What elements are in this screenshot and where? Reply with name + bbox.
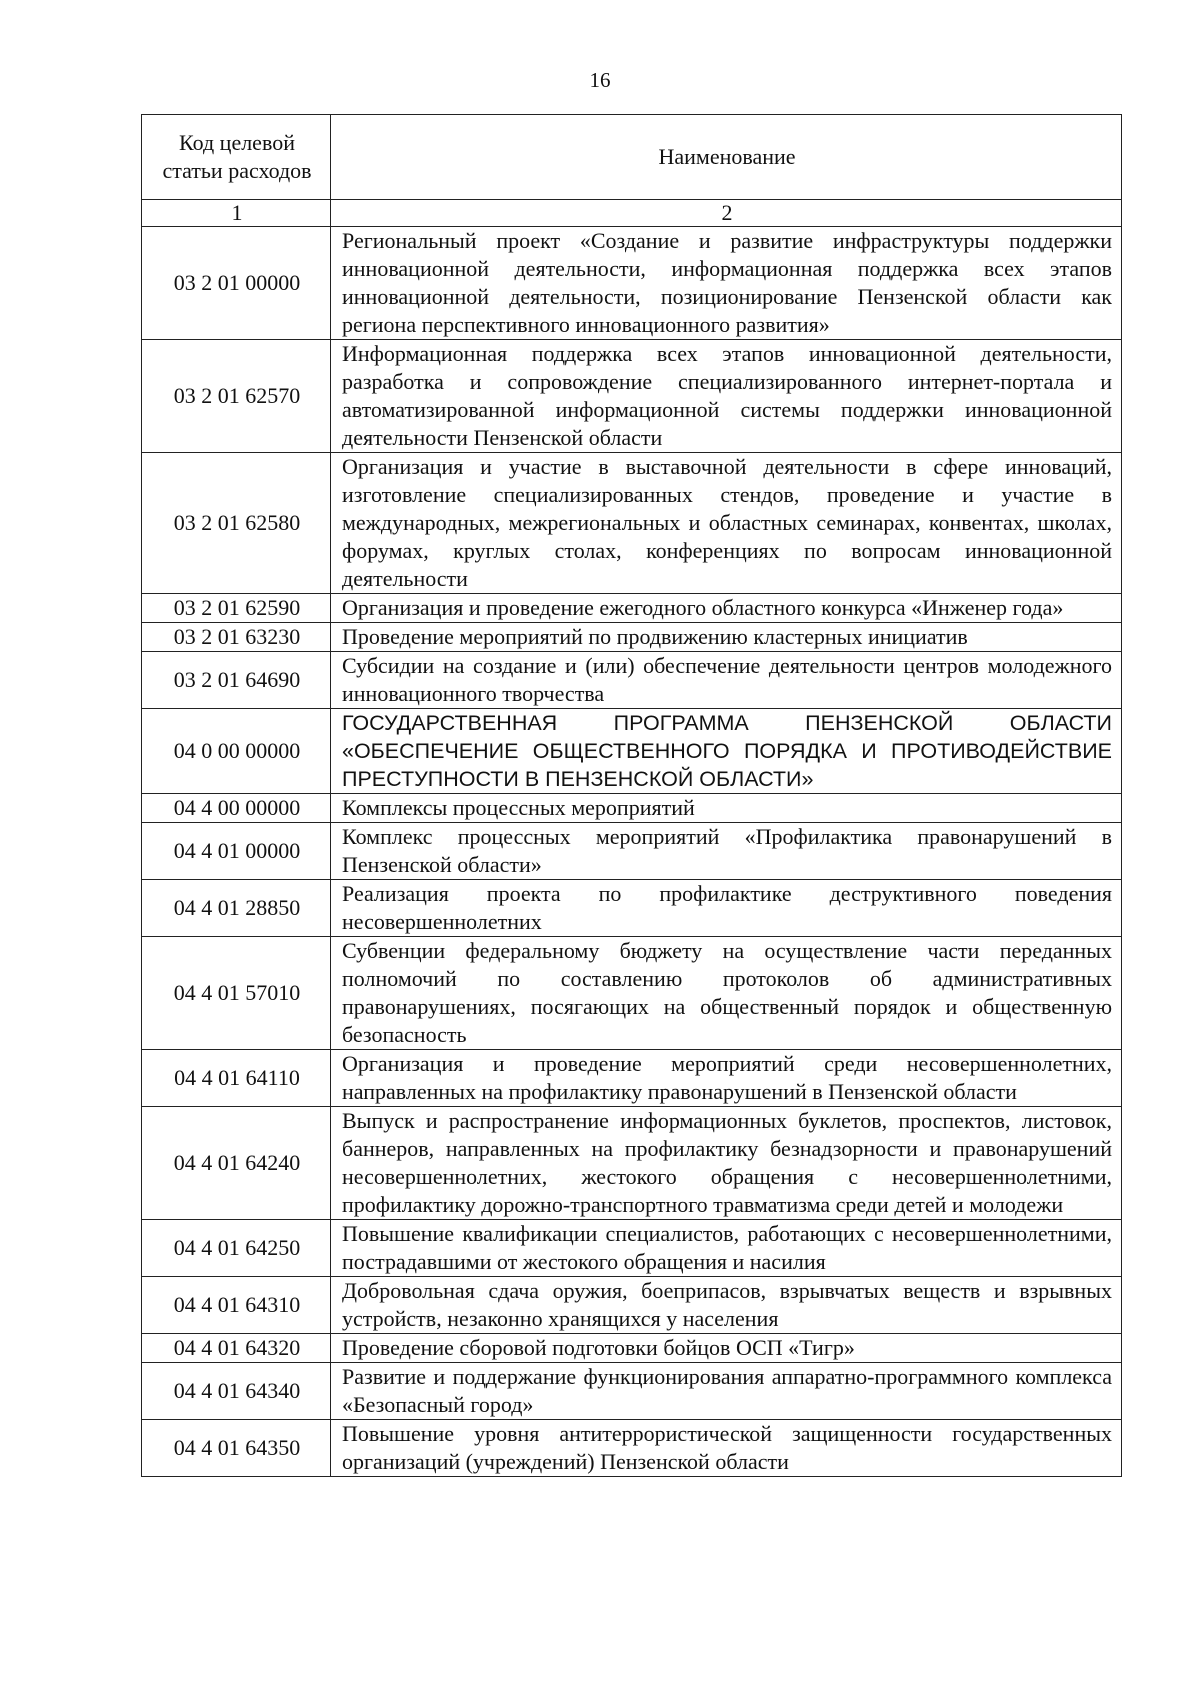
- table-row: [142, 1334, 1122, 1363]
- row-code: 03 2 01 00000: [142, 227, 331, 340]
- row-code: 04 4 01 64340: [142, 1363, 331, 1420]
- table-row: [142, 227, 1122, 340]
- column-numbers-row: [142, 200, 1122, 227]
- row-name: Добровольная сдача оружия, боеприпасов, взрывчатых веществ и взрывных устройств, незаконно хранящихся у населения: [331, 1277, 1122, 1334]
- row-code: 03 2 01 62580: [142, 453, 331, 594]
- row-code: 04 4 00 00000: [142, 794, 331, 823]
- table-row: [142, 1220, 1122, 1277]
- row-code: 04 4 01 64250: [142, 1220, 331, 1277]
- header-row: [142, 115, 1122, 200]
- table-row-program: [142, 709, 1122, 794]
- table-row: [142, 1420, 1122, 1477]
- row-code: 04 4 01 64320: [142, 1334, 331, 1363]
- page-number: 16: [589, 68, 611, 92]
- row-code: 04 4 01 64350: [142, 1420, 331, 1477]
- row-name: Развитие и поддержание функционирования аппаратно-программного комплекса «Безопасный город»: [331, 1363, 1122, 1420]
- row-code: 04 4 01 64240: [142, 1107, 331, 1220]
- row-code: 04 4 01 64310: [142, 1277, 331, 1334]
- row-code: 03 2 01 63230: [142, 623, 331, 652]
- row-name: Организация и проведение мероприятий среди несовершеннолетних, направленных на профилактику правонарушений в Пензенской области: [331, 1050, 1122, 1107]
- table-row: [142, 652, 1122, 709]
- row-code: 03 2 01 62570: [142, 340, 331, 453]
- row-name: Выпуск и распространение информационных буклетов, проспектов, листовок, баннеров, направленных на профилактику безнадзорности и правонарушений несовершеннолетних, жестокого обращения с несовершеннолетними, профилактику дорожно-транспортного травматизма среди детей и молодежи: [331, 1107, 1122, 1220]
- row-code: 03 2 01 64690: [142, 652, 331, 709]
- row-code: 04 0 00 00000: [142, 709, 331, 794]
- row-name: Проведение мероприятий по продвижению кластерных инициатив: [331, 623, 1122, 652]
- row-name-program: ГОСУДАРСТВЕННАЯ ПРОГРАММА ПЕНЗЕНСКОЙ ОБЛАСТИ «ОБЕСПЕЧЕНИЕ ОБЩЕСТВЕННОГО ПОРЯДКА И ПРОТИВОДЕЙСТВИЕ ПРЕСТУПНОСТИ В ПЕНЗЕНСКОЙ ОБЛАСТИ»: [331, 709, 1122, 794]
- table-row: [142, 1050, 1122, 1107]
- row-code: 04 4 01 00000: [142, 823, 331, 880]
- row-name: Субвенции федеральному бюджету на осуществление части переданных полномочий по составлению протоколов об административных правонарушениях, посягающих на общественный порядок и общественную безопасность: [331, 937, 1122, 1050]
- row-code: 03 2 01 62590: [142, 594, 331, 623]
- budget-classification-table: [141, 114, 1122, 1477]
- row-code: 04 4 01 57010: [142, 937, 331, 1050]
- row-name: Повышение уровня антитеррористической защищенности государственных организаций (учреждений) Пензенской области: [331, 1420, 1122, 1477]
- table-row: [142, 794, 1122, 823]
- header-code: Код целевой статьи расходов: [142, 115, 331, 200]
- table-row: [142, 937, 1122, 1050]
- row-name: Региональный проект «Создание и развитие инфраструктуры поддержки инновационной деятельности, информационная поддержка всех этапов инновационной деятельности, позиционирование Пензенской области как региона перспективного инновационного развития»: [331, 227, 1122, 340]
- row-code: 04 4 01 64110: [142, 1050, 331, 1107]
- column-number-1: 1: [142, 200, 331, 227]
- table-row: [142, 453, 1122, 594]
- row-name: Реализация проекта по профилактике деструктивного поведения несовершеннолетних: [331, 880, 1122, 937]
- table-row: [142, 623, 1122, 652]
- table-row: [142, 340, 1122, 453]
- header-name: Наименование: [331, 115, 1122, 200]
- table-row: [142, 1277, 1122, 1334]
- row-name: Информационная поддержка всех этапов инновационной деятельности, разработка и сопровождение специализированного интернет-портала и автоматизированной информационной системы поддержки инновационной деятельности Пензенской области: [331, 340, 1122, 453]
- row-name: Повышение квалификации специалистов, работающих с несовершеннолетними, пострадавшими от жестокого обращения и насилия: [331, 1220, 1122, 1277]
- table-row: [142, 823, 1122, 880]
- row-name: Субсидии на создание и (или) обеспечение деятельности центров молодежного инновационного творчества: [331, 652, 1122, 709]
- table-row: [142, 1107, 1122, 1220]
- table-row: [142, 880, 1122, 937]
- row-name: Комплекс процессных мероприятий «Профилактика правонарушений в Пензенской области»: [331, 823, 1122, 880]
- table-row: [142, 594, 1122, 623]
- row-name: Проведение сборовой подготовки бойцов ОСП «Тигр»: [331, 1334, 1122, 1363]
- row-code: 04 4 01 28850: [142, 880, 331, 937]
- table-body: [142, 227, 1122, 1477]
- table-row: [142, 1363, 1122, 1420]
- row-name: Организация и участие в выставочной деятельности в сфере инноваций, изготовление специализированных стендов, проведение и участие в международных, межрегиональных и областных семинарах, конвентах, школах, форумах, круглых столах, конференциях по вопросам инновационной деятельности: [331, 453, 1122, 594]
- column-number-2: 2: [331, 200, 1122, 227]
- row-name: Организация и проведение ежегодного областного конкурса «Инженер года»: [331, 594, 1122, 623]
- row-name: Комплексы процессных мероприятий: [331, 794, 1122, 823]
- table-header: [142, 115, 1122, 227]
